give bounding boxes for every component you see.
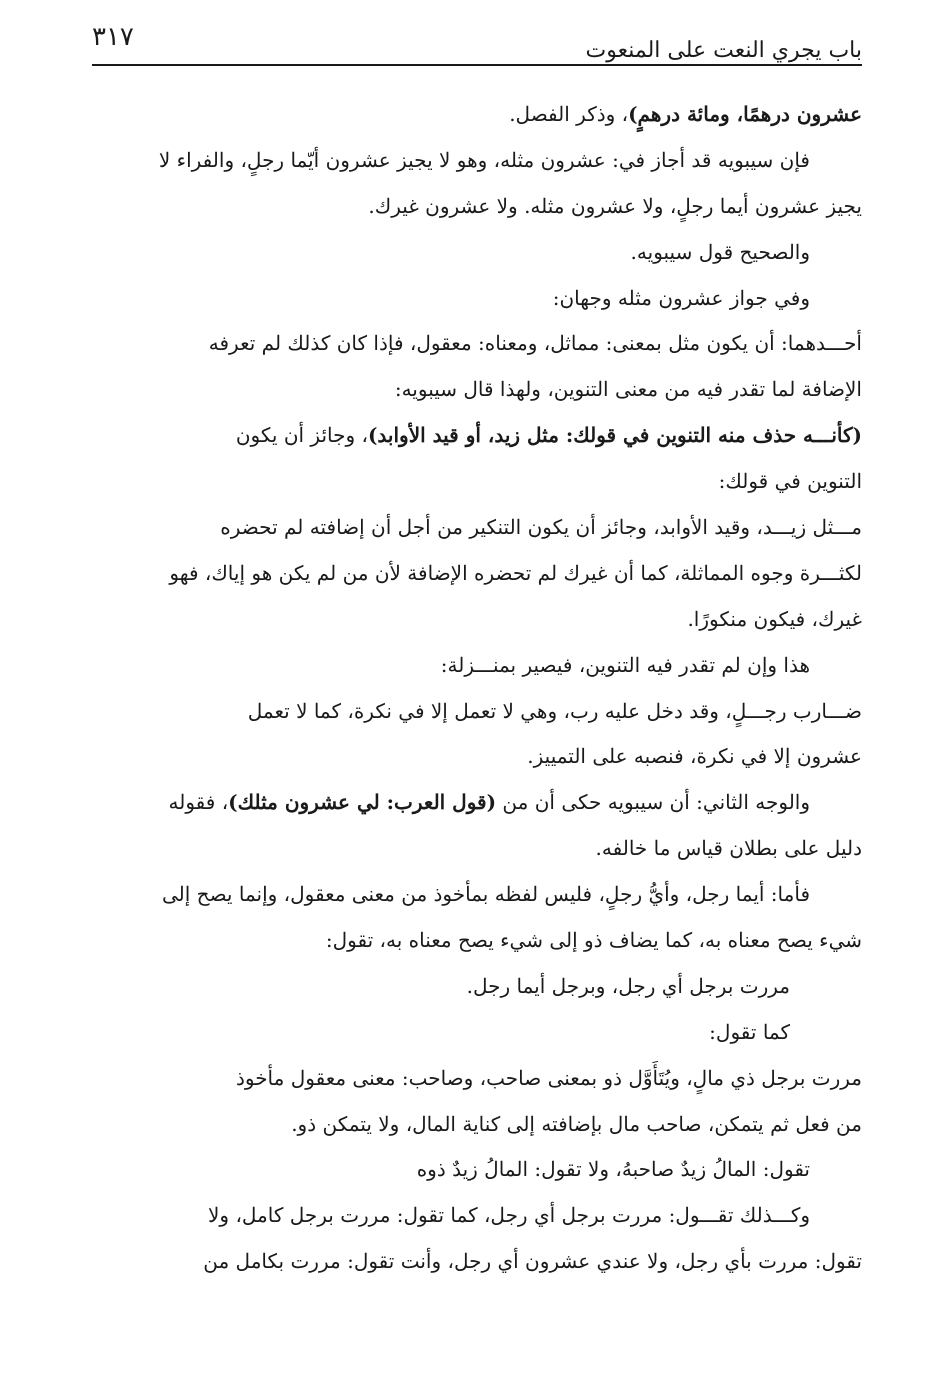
text-segment: تقول: مررت بأي رجل، ولا عندي عشرون أي رجل، وأنت تقول: مررت بكامل من: [203, 1249, 862, 1274]
text-segment: الإضافة لما تقدر فيه من معنى التنوين، ولهذا قال سيبويه:: [394, 377, 862, 402]
text-line: [78, 734, 862, 780]
header-rule: [92, 64, 862, 66]
text-segment: من فعل ثم يتمكن، صاحب مال بإضافته إلى كناية المال، ولا يتمكن ذو.: [291, 1111, 862, 1136]
quoted-phrase: (قول العرب: لي عشرون مثلك): [228, 790, 497, 815]
text-line: [78, 1239, 862, 1285]
text-segment: تقول: المالُ زيدٌ صاحبهُ، ولا تقول: المالُ زيدٌ ذوه: [416, 1157, 810, 1182]
text-segment: شيء يصح معناه به، كما يضاف ذو إلى شيء يصح معناه به، تقول:: [325, 928, 862, 953]
text-segment: فإن سيبويه قد أجاز في: عشرون مثله، وهو لا يجيز عشرون أيّما رجلٍ، والفراء لا: [158, 147, 810, 172]
text-segment: يجيز عشرون أيما رجلٍ، ولا عشرون مثله. ولا عشرون غيرك.: [368, 193, 862, 218]
text-segment: فأما: أيما رجل، وأيُّ رجلٍ، فليس لفظه بمأخوذ من معنى معقول، وإنما يصح إلى: [162, 882, 810, 907]
text-segment: وكـــذلك تقـــول: مررت برجل أي رجل، كما تقول: مررت برجل كامل، ولا: [208, 1203, 810, 1228]
running-title: باب يجري النعت على المنعوت: [585, 38, 862, 63]
text-line: [78, 1193, 862, 1239]
text-line: [78, 1147, 862, 1193]
text-line: [78, 780, 862, 826]
text-line: [78, 276, 862, 322]
quoted-phrase: عشرون درهمًا، ومائة درهمٍ): [628, 102, 862, 126]
text-segment: عشرون إلا في نكرة، فنصبه على التمييز.: [527, 744, 862, 769]
text-segment: التنوين في قولك:: [718, 469, 862, 494]
text-segment: أحـــدهما: أن يكون مثل بمعنى: مماثل، ومعناه: معقول، فإذا كان كذلك لم تعرفه: [208, 331, 862, 356]
page-header: [92, 18, 862, 68]
text-line: [78, 321, 862, 367]
text-line: [78, 551, 862, 597]
text-line: [78, 689, 862, 735]
text-segment: ضـــارب رجـــلٍ، وقد دخل عليه رب، وهي لا تعمل إلا في نكرة، كما لا تعمل: [247, 698, 862, 723]
text-line: [78, 1102, 862, 1148]
text-segment: مـــثل زيـــد، وقيد الأوابد، وجائز أن يكون التنكير من أجل أن إضافته لم تحضره: [220, 515, 862, 540]
text-line: [78, 459, 862, 505]
text-line: [78, 138, 862, 184]
body-text: [78, 92, 862, 1285]
text-segment: ، وذكر الفصل.: [509, 102, 629, 126]
text-segment: لكثـــرة وجوه المماثلة، كما أن غيرك لم تحضره الإضافة لأن من لم يكن هو إياك، فهو: [169, 560, 862, 585]
text-line: [78, 413, 862, 459]
text-line: [78, 597, 862, 643]
text-segment: غيرك، فيكون منكورًا.: [687, 606, 862, 631]
text-segment: دليل على بطلان قياس ما خالفه.: [595, 836, 862, 861]
text-segment: ، وجائز أن يكون: [235, 423, 368, 448]
text-line: [78, 964, 862, 1010]
text-segment: مررت برجل ذي مالٍ، ويُتَأَوَّل ذو بمعنى صاحب، وصاحب: معنى معقول مأخوذ: [235, 1065, 862, 1090]
text-line: [78, 918, 862, 964]
text-segment: كما تقول:: [709, 1019, 790, 1044]
text-line: [78, 230, 862, 276]
text-line: [78, 184, 862, 230]
text-line: [78, 505, 862, 551]
text-line: [78, 1010, 862, 1056]
text-line: [78, 872, 862, 918]
text-line: [78, 826, 862, 872]
text-segment: والصحيح قول سيبويه.: [630, 239, 810, 264]
text-line: [78, 367, 862, 413]
text-segment: هذا وإن لم تقدر فيه التنوين، فيصير بمنـــزلة:: [440, 652, 810, 677]
text-segment: والوجه الثاني: أن سيبويه حكى أن من: [496, 790, 810, 815]
text-segment: مررت برجل أي رجل، وبرجل أيما رجل.: [466, 973, 790, 998]
text-line: [78, 92, 862, 138]
text-line: [78, 643, 862, 689]
quoted-phrase: (كأنـــه حذف منه التنوين في قولك: مثل زيد، أو قيد الأوابد): [367, 423, 862, 448]
page-number: ٣١٧: [92, 22, 134, 52]
text-segment: ، فقوله: [168, 790, 229, 815]
text-segment: وفي جواز عشرون مثله وجهان:: [552, 285, 810, 310]
text-line: [78, 1056, 862, 1102]
